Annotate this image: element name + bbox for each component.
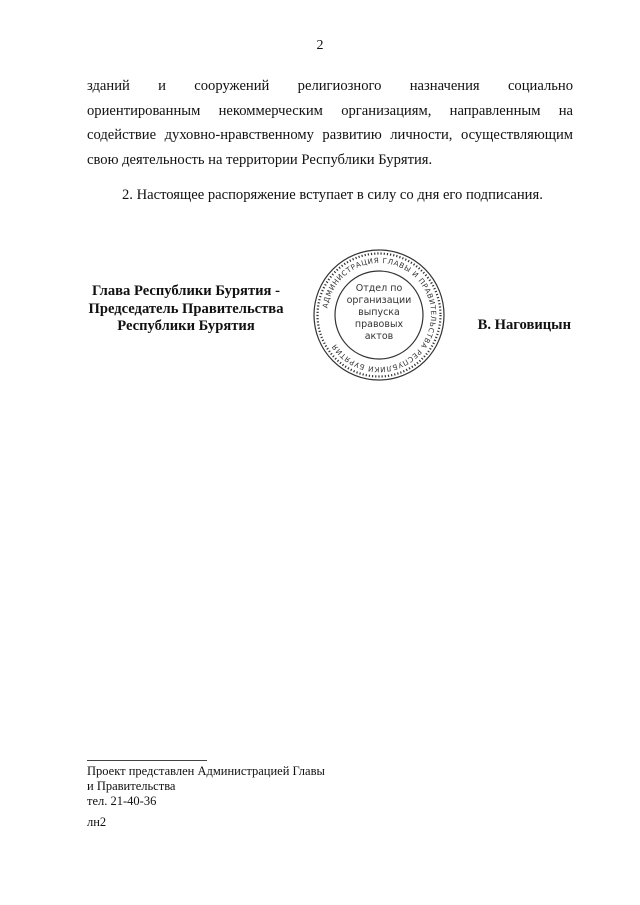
signer-title: [70, 283, 302, 336]
signer-title-line: Глава Республики Бурятия -: [92, 283, 280, 299]
page-number: 2: [316, 38, 324, 53]
footer-divider: [87, 760, 207, 761]
paragraph-2: 2. Настоящее распоряжение вступает в силу со дня его подписания.: [122, 187, 543, 203]
stamp-inner-line: Отдел по: [355, 283, 403, 294]
paragraph-line: содействие духовно-нравственному развитию личности, осуществляющим: [87, 127, 573, 143]
stamp-inner-line: актов: [364, 331, 394, 342]
stamp-inner-line: правовых: [354, 319, 404, 330]
footer-note: [87, 764, 325, 809]
official-stamp: [311, 247, 447, 383]
paragraph-line: зданий и сооружений религиозного назначения социально: [87, 78, 573, 94]
footer-line: Проект представлен Администрацией Главы: [87, 764, 325, 778]
document-code: лн2: [87, 815, 107, 829]
signer-title-line: Председатель Правительства: [88, 300, 284, 317]
paragraph-line: свою деятельность на территории Республики Бурятия.: [87, 151, 433, 168]
paragraph-line: ориентированным некоммерческим организациям, направленным на: [87, 102, 573, 119]
stamp-inner-line: организации: [346, 295, 412, 306]
footer-line: и Правительства: [87, 779, 176, 793]
stamp-inner-line: выпуска: [358, 307, 400, 318]
paragraph-1: [87, 74, 573, 172]
stamp-outer-text: АДМИНИСТРАЦИЯ ГЛАВЫ И ПРАВИТЕЛЬСТВА РЕСПУБЛИКИ БУРЯТИЯ: [320, 255, 439, 375]
signer-title-line: Республики Бурятия: [117, 318, 255, 334]
footer-line: тел. 21-40-36: [87, 794, 157, 808]
signer-name: В. Наговицын: [477, 317, 571, 333]
